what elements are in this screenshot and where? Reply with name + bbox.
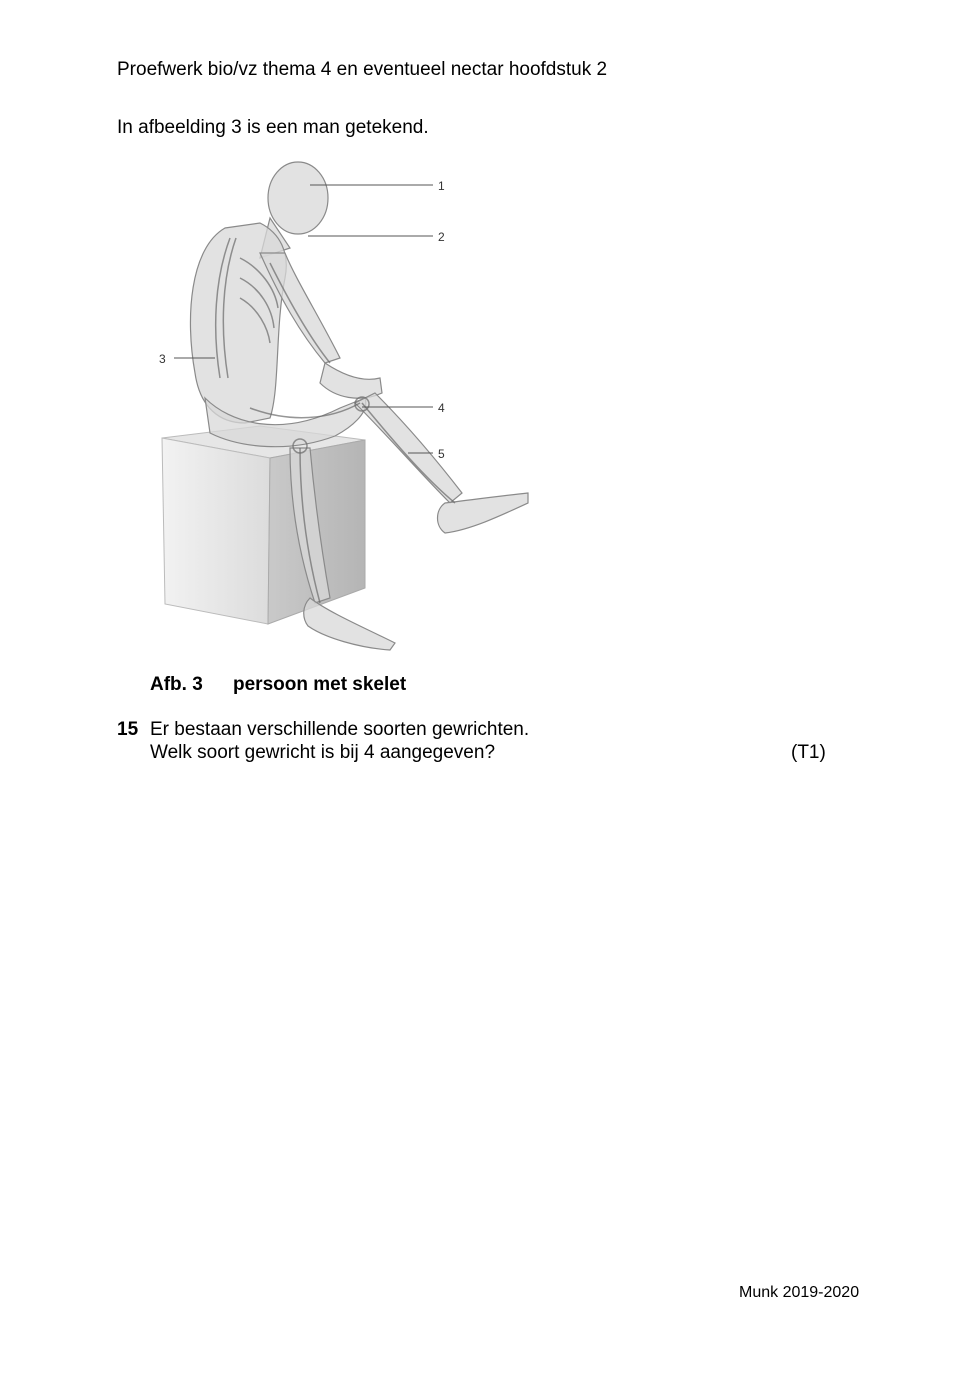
figure-label-3: 3 bbox=[159, 352, 166, 366]
page-footer: Munk 2019-2020 bbox=[739, 1284, 860, 1301]
skeleton-illustration bbox=[150, 158, 550, 658]
figure-label-1: 1 bbox=[438, 179, 445, 193]
skeleton-figure bbox=[150, 158, 550, 658]
page-header: Proefwerk bio/vz thema 4 en eventueel nectar hoofdstuk 2 bbox=[117, 59, 608, 80]
figure-label-2: 2 bbox=[438, 230, 445, 244]
question-number: 15 bbox=[117, 719, 139, 740]
question-line-1: Er bestaan verschillende soorten gewrichten. bbox=[150, 719, 530, 740]
caption-text: persoon met skelet bbox=[233, 674, 407, 695]
figure-label-5: 5 bbox=[438, 447, 445, 461]
question-points: (T1) bbox=[791, 742, 826, 763]
figure-label-4: 4 bbox=[438, 401, 445, 415]
caption-number: Afb. 3 bbox=[150, 674, 203, 695]
intro-text: In afbeelding 3 is een man getekend. bbox=[117, 117, 429, 138]
seat-box bbox=[162, 426, 365, 624]
figure-caption bbox=[150, 674, 406, 696]
question-line-2: Welk soort gewricht is bij 4 aangegeven? bbox=[150, 742, 496, 763]
